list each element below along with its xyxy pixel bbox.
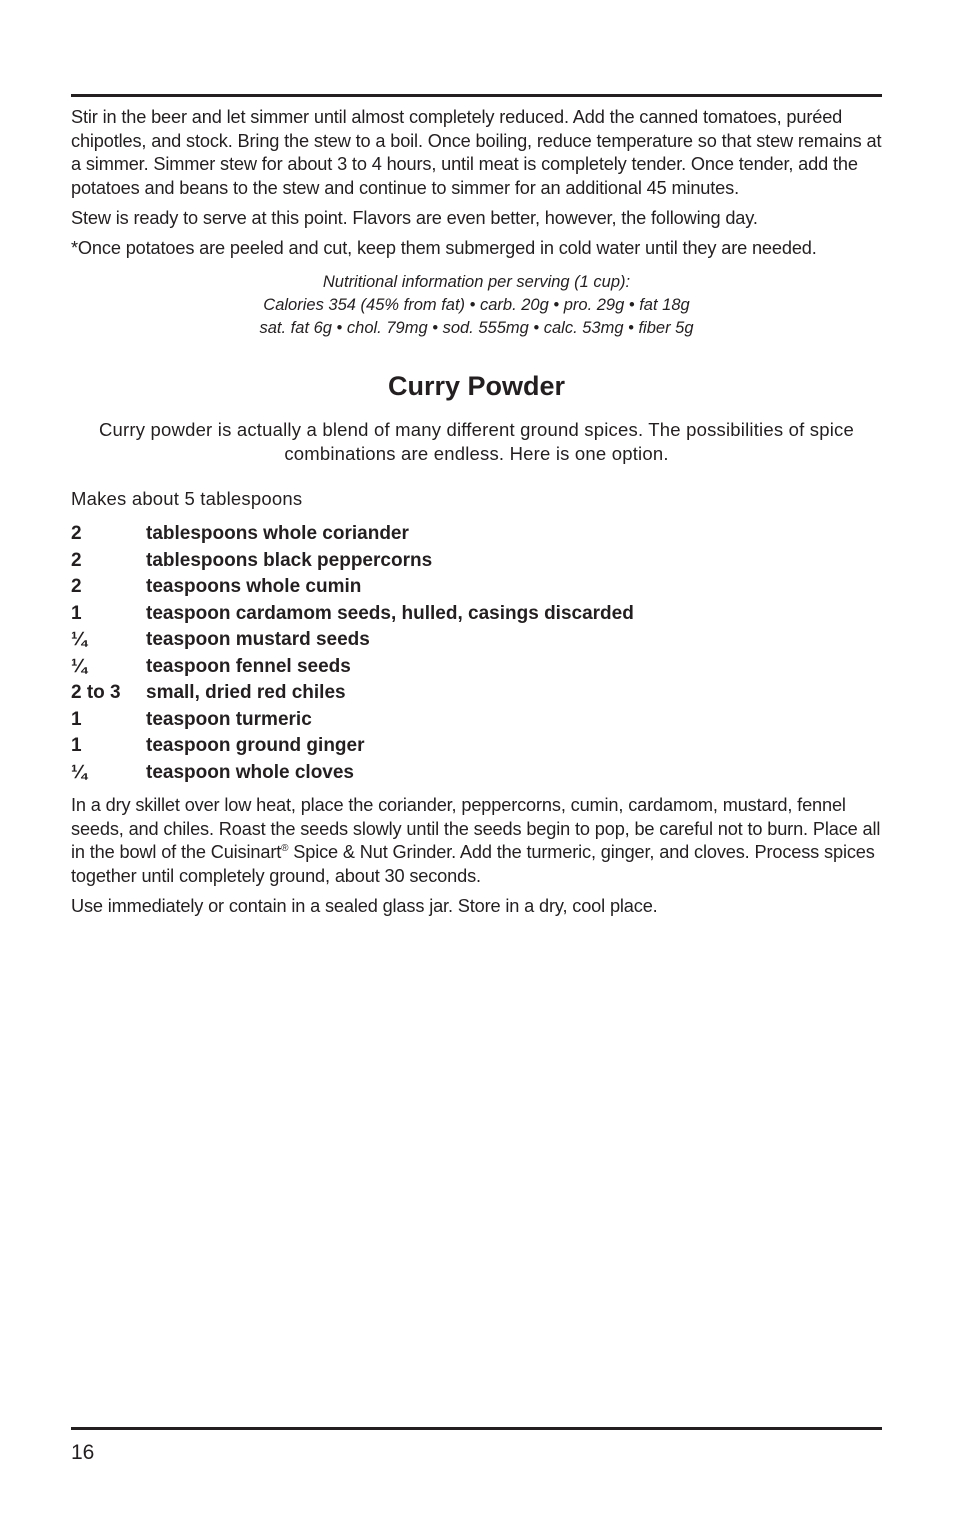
ingredient-name: teaspoons whole cumin [146, 576, 362, 597]
method-text: In a dry skillet over low heat, place the coriander, peppercorns, cumin, cardamom, mustard, fennel seeds, and chiles. Roast the seeds slowly until the seeds begin to pop, be careful not to burn. Place all in the bowl of the Cuisinart [71, 795, 881, 862]
ingredient-name: tablespoons whole coriander [146, 523, 409, 544]
ingredient-row [71, 654, 882, 681]
stew-footnote: *Once potatoes are peeled and cut, keep them submerged in cold water until they are needed. [71, 237, 817, 258]
nutrition-info [71, 271, 882, 340]
ingredient-row [71, 627, 882, 654]
ingredient-quantity: 1 [71, 708, 82, 730]
recipe-intro: Curry powder is actually a blend of many different ground spices. The possibilities of spice combinations are endless. Here is one option. [98, 419, 854, 464]
ingredient-row [71, 680, 882, 707]
ingredient-name: teaspoon whole cloves [146, 761, 354, 783]
ingredient-quantity: 1 [71, 735, 82, 756]
ingredient-name: small, dried red chiles [146, 682, 346, 703]
registered-mark: ® [281, 843, 289, 854]
ingredient-name: teaspoon cardamom seeds, hulled, casings discarded [146, 602, 634, 624]
ingredient-row [71, 521, 882, 548]
nutrition-line: Calories 354 (45% from fat) • carb. 20g • pro. 29g • fat 18g [263, 296, 690, 314]
ingredient-name: teaspoon fennel seeds [146, 655, 351, 677]
ingredient-row [71, 733, 882, 760]
nutrition-heading: Nutritional information per serving (1 cup): [322, 273, 631, 291]
ingredient-quantity: ¼ [71, 655, 87, 677]
ingredient-quantity: 2 to 3 [71, 682, 121, 703]
method-text: Spice & Nut Grinder. Add the turmeric, ginger, and cloves. Process spices together until completely ground, about 30 seconds. [71, 842, 875, 886]
recipe-yield: Makes about 5 tablespoons [71, 488, 303, 509]
bottom-rule [71, 1427, 882, 1430]
top-rule [71, 94, 882, 97]
ingredient-list [71, 521, 882, 786]
ingredient-row [71, 574, 882, 601]
nutrition-line: sat. fat 6g • chol. 79mg • sod. 555mg • calc. 53mg • fiber 5g [259, 319, 694, 337]
ingredient-row [71, 707, 882, 734]
ingredient-name: teaspoon mustard seeds [146, 629, 370, 650]
stew-paragraph: Stir in the beer and let simmer until almost completely reduced. Add the canned tomatoes, puréed chipotles, and stock. Bring the stew to a boil. Once boiling, reduce temperature so that stew remains at a simmer. Simmer stew for about 3 to 4 hours, until meat is completely tender. Once tender, add the potatoes and beans to the stew and continue to simmer for an additional 45 minutes. [71, 107, 882, 198]
ingredient-quantity: 1 [71, 602, 82, 624]
ingredient-row [71, 548, 882, 575]
ingredient-quantity: 2 [71, 576, 82, 597]
recipe-title: Curry Powder [387, 371, 566, 401]
ingredient-quantity: 2 [71, 549, 82, 571]
ingredient-row [71, 760, 882, 787]
method-paragraph [71, 794, 882, 888]
ingredient-quantity: ¼ [71, 629, 87, 650]
storage-paragraph: Use immediately or contain in a sealed glass jar. Store in a dry, cool place. [71, 895, 658, 916]
ingredient-name: tablespoons black peppercorns [146, 549, 433, 571]
page-number: 16 [71, 1441, 95, 1464]
stew-paragraph: Stew is ready to serve at this point. Flavors are even better, however, the following day. [71, 207, 758, 228]
page-content [71, 106, 882, 925]
ingredient-quantity: ¼ [71, 761, 87, 783]
ingredient-name: teaspoon ground ginger [146, 735, 365, 756]
ingredient-quantity: 2 [71, 523, 82, 544]
ingredient-row [71, 601, 882, 628]
ingredient-name: teaspoon turmeric [146, 708, 312, 730]
